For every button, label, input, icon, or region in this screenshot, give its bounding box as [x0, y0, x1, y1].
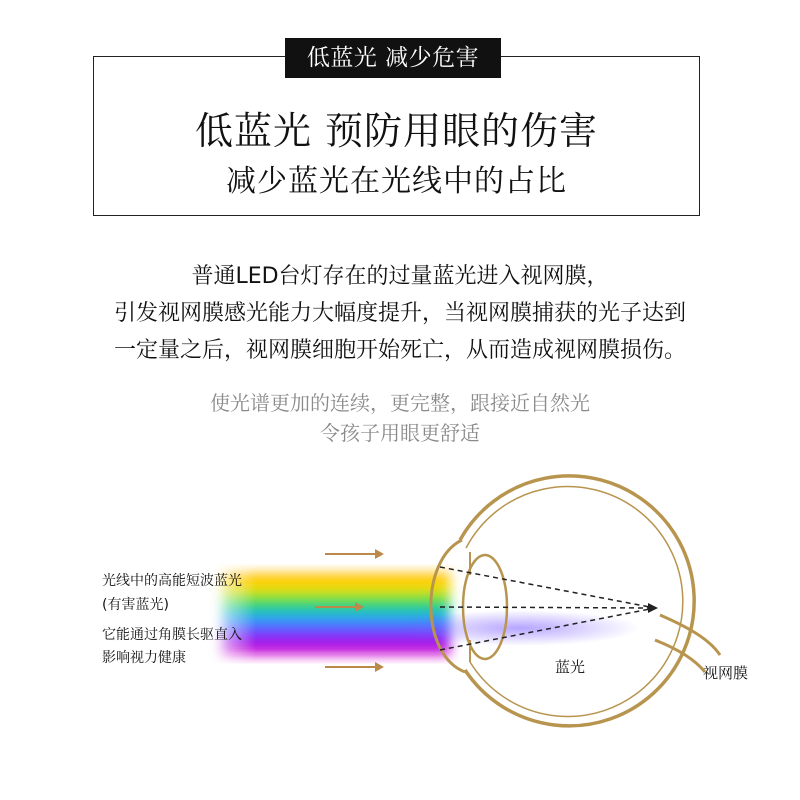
- diagram-label-harmful: (有害蓝光): [102, 597, 169, 613]
- blue-light-label: 蓝光: [555, 658, 586, 676]
- diagram-label-health: 影响视力健康: [102, 650, 186, 666]
- diagram-label-blue-light: 光线中的高能短波蓝光: [102, 573, 242, 589]
- body-line-2: 引发视网膜感光能力大幅度提升，当视网膜捕获的光子达到: [113, 301, 686, 326]
- body-line-3: 一定量之后，视网膜细胞开始死亡，从而造成视网膜损伤。: [113, 338, 686, 363]
- arrow-top: [325, 549, 384, 559]
- headline-main: 低蓝光 预防用眼的伤害: [194, 109, 599, 153]
- sub-line-2: 令孩子用眼更舒适: [320, 421, 480, 445]
- retina-label: 视网膜: [703, 664, 749, 682]
- light-beam: [200, 565, 640, 665]
- sub-line-1: 使光谱更加的连续，更完整，跟接近自然光: [210, 391, 590, 415]
- body-line-1: 普通LED台灯存在的过量蓝光进入视网膜，: [191, 264, 609, 289]
- diagram-label-cornea: 它能通过角膜长驱直入: [102, 627, 242, 643]
- section-badge: 低蓝光 减少危害: [285, 38, 501, 78]
- focal-arrow: [648, 603, 658, 613]
- eyeball: [431, 476, 720, 726]
- headline-sub: 减少蓝光在光线中的占比: [226, 164, 567, 199]
